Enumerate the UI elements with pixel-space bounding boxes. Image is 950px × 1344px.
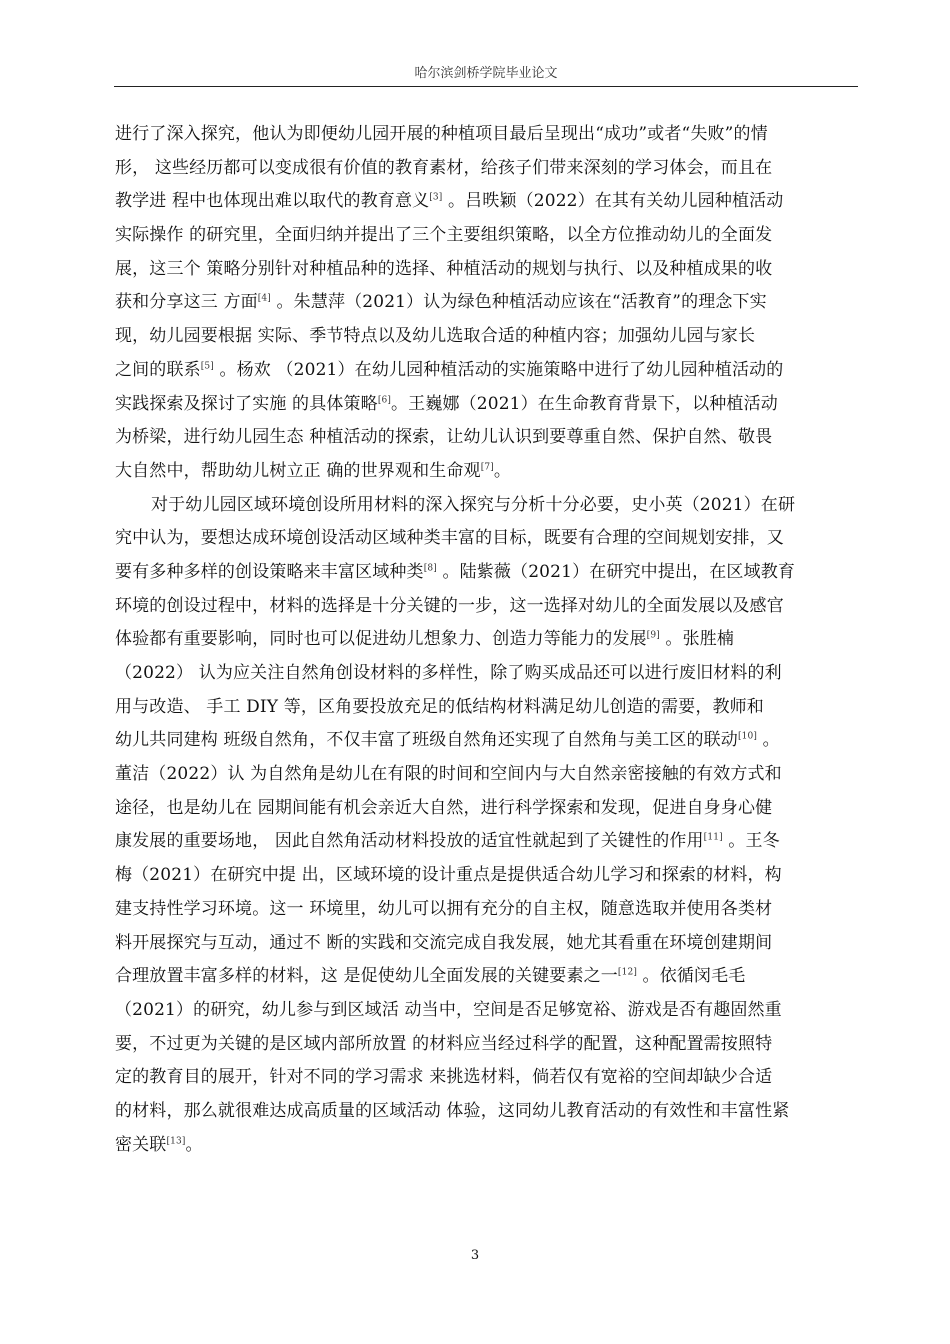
text-line-continuation: 。	[493, 460, 512, 481]
text-line-content: 密关联	[115, 1134, 167, 1155]
citation-ref: [9]	[646, 630, 660, 641]
citation-ref: [10]	[737, 731, 758, 742]
text-line	[115, 825, 860, 859]
text-line-content: 实际操作 的研究里，全面归纳并提出了三个主要组织策略，以全方位推动幼儿的全面发	[115, 225, 773, 246]
text-line-content: 获和分享这三 方面	[115, 292, 258, 313]
text-line	[115, 522, 860, 556]
text-line-content: 康发展的重要场地， 因此自然角活动材料投放的适宜性就起到了关键性的作用	[115, 831, 704, 852]
text-line	[115, 859, 860, 893]
text-line-continuation: 。张胜楠	[659, 629, 735, 650]
running-header: 哈尔滨剑桥学院毕业论文	[414, 66, 558, 81]
text-line	[115, 556, 860, 590]
text-line	[115, 455, 860, 489]
citation-ref: [3]	[429, 192, 443, 203]
citation-ref: [6]	[377, 394, 392, 405]
text-line-content: 之间的联系	[115, 359, 201, 380]
text-line	[115, 724, 860, 758]
text-line-content: 为桥梁，进行幼儿园生态 种植活动的探索，让幼儿认识到要尊重自然、保护自然、敬畏	[115, 427, 773, 448]
text-line-content: 用与改造、 手工 DIY 等，区角要投放充足的低结构材料满足幼儿创造的需要，教师和	[115, 696, 764, 717]
text-line-content: 途径，也是幼儿在 园期间能有机会亲近大自然，进行科学探索和发现，促进自身身心健	[115, 797, 773, 818]
text-line-continuation: 。朱慧萍（2021）认为绿色种植活动应该在“活教育”的理念下实	[270, 292, 767, 313]
citation-ref: [13]	[166, 1135, 186, 1146]
text-line-continuation: 。王冬	[722, 831, 780, 852]
text-line-content: 要，不过更为关键的是区域内部所放置 的材料应当经过科学的配置，这种配置需按照特	[115, 1033, 773, 1054]
text-line-continuation: 。陆紫薇（2021）在研究中提出，在区域教育	[436, 561, 796, 582]
text-line	[115, 354, 860, 388]
text-line-content: 环境的创设过程中，材料的选择是十分关键的一步，这一选择对幼儿的全面发展以及感官	[115, 595, 784, 616]
text-line-content: 料开展探究与互动，通过不 断的实践和交流完成自我发展，她尤其看重在环境创建期间	[115, 932, 773, 953]
text-line	[115, 623, 860, 657]
text-line-content: 董洁（2022）认 为自然角是幼儿在有限的时间和空间内与大自然亲密接触的有效方式和	[115, 764, 782, 785]
text-line	[115, 960, 860, 994]
text-line-content: 实践探索及探讨了实施 的具体策略	[115, 393, 378, 414]
text-line-content: （2022） 认为应关注自然角创设材料的多样性，除了购买成品还可以进行废旧材料的利	[115, 663, 782, 683]
text-line-content: 的材料，那么就很难达成高质量的区域活动 体验，这同幼儿教育活动的有效性和丰富性紧	[115, 1100, 790, 1121]
text-line	[115, 421, 860, 455]
text-line	[115, 657, 860, 691]
page-number: 3	[470, 1248, 480, 1263]
text-line	[115, 758, 860, 792]
text-line-content: 要有多种多样的创设策略来丰富区域种类	[115, 561, 424, 582]
citation-ref: [8]	[423, 563, 437, 574]
text-line	[115, 118, 860, 152]
text-line-content: 定的教育目的展开，针对不同的学习需求 来挑选材料，倘若仅有宽裕的空间却缺少合适	[115, 1067, 773, 1088]
text-line-continuation: 。杨欢 （2021）在幼儿园种植活动的实施策略中进行了幼儿园种植活动的	[213, 359, 784, 380]
text-line-continuation: 。	[757, 730, 780, 751]
citation-ref: [7]	[480, 462, 494, 473]
text-line-content: 对于幼儿园区域环境创设所用材料的深入探究与分析十分必要，史小英（2021）在研	[151, 494, 796, 515]
citation-ref: [11]	[703, 832, 723, 843]
text-line	[115, 388, 860, 422]
text-line-continuation: 。王巍娜（2021）在生命教育背景下，以种植活动	[391, 393, 778, 414]
text-line	[115, 253, 860, 287]
header-rule	[114, 86, 858, 87]
text-line	[115, 320, 860, 354]
text-line	[115, 219, 860, 253]
text-line-content: 体验都有重要影响，同时也可以促进幼儿想象力、创造力等能力的发展	[115, 629, 647, 650]
text-line-content: 合理放置丰富多样的材料，这 是促使幼儿全面发展的关键要素之一	[115, 966, 618, 987]
text-line-content: 大自然中，帮助幼儿树立正 确的世界观和生命观	[115, 460, 481, 481]
text-line	[115, 927, 860, 961]
citation-ref: [12]	[617, 967, 637, 978]
text-line	[115, 1061, 860, 1095]
text-line	[115, 1028, 860, 1062]
text-line	[115, 1129, 860, 1163]
text-line-content: （2021）的研究，幼儿参与到区域活 动当中，空间是否足够宽裕、游戏是否有趣固然重	[115, 999, 782, 1020]
text-line-content: 建支持性学习环境。这一 环境里，幼儿可以拥有充分的自主权，随意选取并使用各类材	[115, 898, 773, 919]
text-line	[115, 893, 860, 927]
text-line-continuation: 。吕昳颖（2022）在其有关幼儿园种植活动	[442, 191, 784, 212]
citation-ref: [5]	[200, 361, 214, 372]
body-text	[115, 118, 860, 1162]
text-line-content: 形， 这些经历都可以变成很有价值的教育素材，给孩子们带来深刻的学习体会，而且在	[115, 157, 773, 178]
text-line-content: 教学进 程中也体现出难以取代的教育意义	[115, 191, 430, 212]
text-line	[115, 590, 860, 624]
text-line	[115, 489, 860, 523]
text-line	[115, 152, 860, 186]
text-line	[115, 691, 860, 725]
citation-ref: [4]	[257, 293, 271, 304]
text-line	[115, 286, 860, 320]
text-line	[115, 994, 860, 1028]
text-line-content: 究中认为，要想达成环境创设活动区域种类丰富的目标，既要有合理的空间规划安排，又	[115, 528, 784, 549]
text-line-content: 幼儿共同建构 班级自然角，不仅丰富了班级自然角还实现了自然角与美工区的联动	[115, 730, 738, 751]
text-line-continuation: 。	[185, 1134, 203, 1155]
text-line-content: 现，幼儿园要根据 实际、季节特点以及幼儿选取合适的种植内容；加强幼儿园与家长	[115, 326, 756, 347]
text-line-content: 进行了深入探究，他认为即便幼儿园开展的种植项目最后呈现出“成功”或者“失败”的情	[115, 124, 768, 144]
text-line	[115, 1095, 860, 1129]
text-line-content: 展，这三个 策略分别针对种植品种的选择、种植活动的规划与执行、以及种植成果的收	[115, 258, 773, 279]
text-line	[115, 185, 860, 219]
text-line	[115, 792, 860, 826]
text-line-content: 梅（2021）在研究中提 出，区域环境的设计重点是提供适合幼儿学习和探索的材料，构	[115, 865, 782, 886]
text-line-continuation: 。依循闵毛毛	[636, 966, 746, 987]
